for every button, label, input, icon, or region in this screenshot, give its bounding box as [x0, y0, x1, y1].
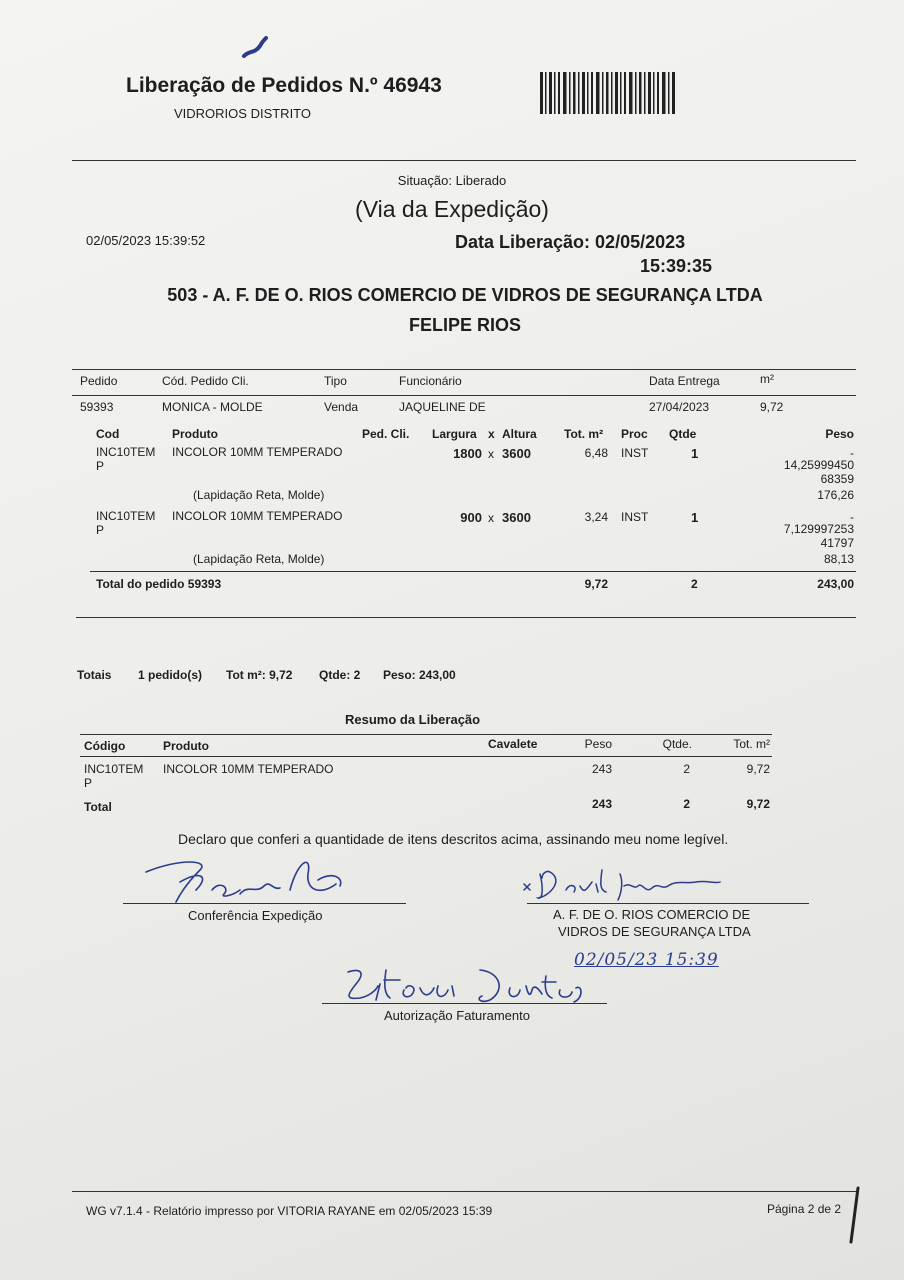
- order-top-rule: [72, 369, 856, 370]
- item-1-peso-b: 68359: [820, 472, 854, 486]
- client-label-a: A. F. DE O. RIOS COMERCIO DE: [553, 907, 751, 922]
- items-col-proc: Proc: [621, 427, 648, 441]
- conferencia-label: Conferência Expedição: [188, 908, 323, 923]
- item-2-peso-b: 41797: [820, 536, 854, 550]
- item-1-qtde: 1: [691, 446, 699, 461]
- item-1-largura: 1800: [453, 446, 482, 461]
- data-liberacao-time: 15:39:35: [640, 256, 713, 276]
- item-2-obs: (Lapidação Reta, Molde): [193, 552, 325, 566]
- items-col-produto: Produto: [172, 427, 218, 441]
- item-1-cod: INC10TEM: [96, 445, 156, 459]
- funcionario: JAQUELINE DE: [399, 400, 486, 414]
- footer-printed-by: WG v7.1.4 - Relatório impresso por VITORIA RAYANE em 02/05/2023 15:39: [86, 1204, 493, 1218]
- print-datetime: 02/05/2023 15:39:52: [86, 233, 206, 248]
- order-total-qtde: 2: [691, 577, 698, 591]
- client-sign-line: [527, 903, 809, 904]
- resumo-col-produto: Produto: [163, 739, 209, 753]
- declaration-text: Declaro que conferi a quantidade de itens descritos acima, assinando meu nome legível.: [178, 831, 729, 847]
- items-col-peso: Peso: [825, 427, 854, 441]
- item-1-altura: 3600: [502, 446, 531, 461]
- items-col-largura: Largura: [432, 427, 477, 441]
- item-2-peso-a: 7,129997253: [783, 522, 854, 536]
- resumo-title: Resumo da Liberação: [345, 712, 481, 727]
- item-2-altura: 3600: [502, 510, 531, 525]
- autorizacao-line: [322, 1003, 607, 1004]
- totals-peso: Peso: 243,00: [383, 668, 456, 682]
- resumo-col-qtde: Qtde.: [662, 737, 692, 751]
- resumo-total-qtde: 2: [683, 797, 690, 811]
- handwritten-date: 02/05/23 15:39: [574, 950, 719, 970]
- col-pedido: Pedido: [80, 374, 118, 388]
- tipo: Venda: [324, 400, 359, 414]
- resumo-total-m2: 9,72: [746, 797, 770, 811]
- resumo-row-cod: INC10TEM: [84, 762, 144, 776]
- client-contact: FELIPE RIOS: [408, 315, 522, 335]
- resumo-header-rule: [80, 756, 772, 757]
- item-2-proc: INST: [621, 510, 649, 524]
- item-2-tot-m2: 3,24: [584, 510, 608, 524]
- item-1-proc: INST: [621, 446, 649, 460]
- cod-cli: MONICA - MOLDE: [162, 400, 263, 414]
- totals-qtde: Qtde: 2: [319, 668, 361, 682]
- client-label-b: VIDROS DE SEGURANÇA LTDA: [558, 924, 751, 939]
- resumo-col-tot-m2: Tot. m²: [733, 737, 770, 751]
- col-m2: m²: [760, 372, 774, 386]
- order-total-m2: 9,72: [584, 577, 608, 591]
- items-col-ped-cli: Ped. Cli.: [362, 427, 410, 441]
- resumo-total-label: Total: [84, 800, 112, 814]
- items-col-altura: Altura: [502, 427, 537, 441]
- resumo-row-peso: 243: [591, 762, 612, 776]
- data-entrega: 27/04/2023: [649, 400, 710, 414]
- items-col-tot-m2: Tot. m²: [564, 427, 604, 441]
- item-1-obs: (Lapidação Reta, Molde): [193, 488, 325, 502]
- col-data-entrega: Data Entrega: [649, 374, 720, 388]
- document-title: Liberação de Pedidos N.º 46943: [126, 74, 442, 97]
- order-total-peso: 243,00: [817, 577, 854, 591]
- item-2-produto: INCOLOR 10MM TEMPERADO: [172, 509, 343, 523]
- item-1-produto: INCOLOR 10MM TEMPERADO: [172, 445, 343, 459]
- resumo-top-rule: [80, 734, 772, 735]
- conferencia-line: [123, 903, 406, 904]
- resumo-row-produto: INCOLOR 10MM TEMPERADO: [163, 762, 334, 776]
- item-2-largura: 900: [460, 510, 482, 525]
- item-1-peso-c: 176,26: [817, 488, 854, 502]
- footer-page: Página 2 de 2: [767, 1202, 842, 1216]
- item-2-peso-dash: -: [850, 510, 854, 524]
- item-1-peso-dash: -: [850, 446, 854, 460]
- resumo-row-cod-cont: P: [84, 776, 93, 790]
- item-2-peso-c: 88,13: [823, 552, 854, 566]
- via-label: (Via da Expedição): [355, 196, 549, 222]
- items-col-cod: Cod: [96, 427, 120, 441]
- totals-m2: Tot m²: 9,72: [226, 668, 293, 682]
- item-1-peso-a: 14,25999450: [783, 458, 854, 472]
- pedido-number: 59393: [80, 400, 114, 414]
- col-cod-cli: Cód. Pedido Cli.: [162, 374, 249, 388]
- resumo-col-cavalete: Cavalete: [488, 737, 538, 751]
- autorizacao-label: Autorização Faturamento: [384, 1008, 530, 1023]
- order-total-label: Total do pedido 59393: [96, 577, 222, 591]
- resumo-total-peso: 243: [591, 797, 612, 811]
- items-col-qtde: Qtde: [669, 427, 697, 441]
- order-total-rule: [90, 571, 856, 572]
- item-2-x: x: [488, 511, 494, 525]
- situacao: Situação: Liberado: [397, 173, 507, 188]
- resumo-col-peso: Peso: [584, 737, 612, 751]
- item-1-tot-m2: 6,48: [584, 446, 608, 460]
- item-1-x: x: [488, 447, 494, 461]
- order-m2: 9,72: [760, 400, 784, 414]
- pen-stroke-mark: [846, 1186, 862, 1246]
- totals-label: Totais: [77, 668, 112, 682]
- ink-mark: [240, 36, 270, 62]
- order-bottom-rule: [76, 617, 856, 618]
- signature-conferencia: [140, 850, 360, 910]
- header-divider: [72, 160, 856, 161]
- data-liberacao: Data Liberação: 02/05/2023: [455, 232, 686, 252]
- item-2-cod: INC10TEM: [96, 509, 156, 523]
- item-2-qtde: 1: [691, 510, 699, 525]
- footer-rule: [72, 1191, 858, 1192]
- order-header-rule: [72, 395, 856, 396]
- item-2-cod-cont: P: [96, 523, 105, 537]
- resumo-row-qtde: 2: [683, 762, 690, 776]
- col-funcionario: Funcionário: [399, 374, 462, 388]
- resumo-row-m2: 9,72: [746, 762, 770, 776]
- totals-pedidos: 1 pedido(s): [138, 668, 203, 682]
- resumo-col-codigo: Código: [84, 739, 126, 753]
- item-1-cod-cont: P: [96, 459, 105, 473]
- barcode: [540, 72, 678, 114]
- col-tipo: Tipo: [324, 374, 347, 388]
- items-col-x: x: [488, 427, 495, 441]
- client-line: 503 - A. F. DE O. RIOS COMERCIO DE VIDROS DE SEGURANÇA LTDA: [167, 285, 763, 305]
- company-name: VIDRORIOS DISTRITO: [174, 106, 311, 121]
